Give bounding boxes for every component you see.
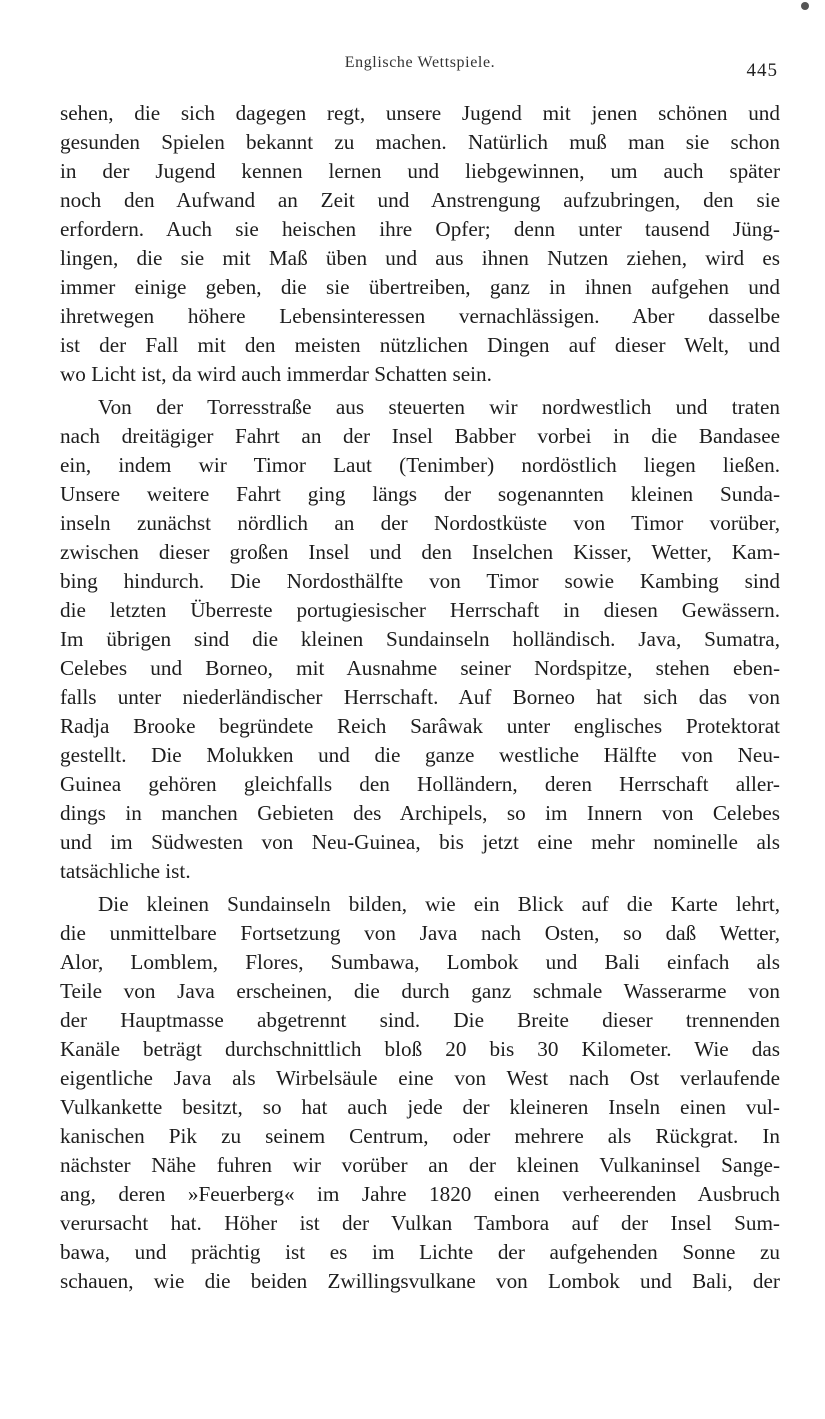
text-line: nach dreitägiger Fahrt an der Insel Babber vorbei in die Bandasee [60,424,780,448]
text-line: nächster Nähe fuhren wir vorüber an der kleinen Vulkaninsel Sange- [60,1153,780,1177]
text-line: schauen, wie die beiden Zwillingsvulkane von Lombok und Bali, der [60,1269,780,1293]
page-number: 445 [746,60,778,81]
text-line: ihretwegen höhere Lebensinteressen vernachlässigen. Aber dasselbe [60,304,780,328]
running-title: Englische Wettspiele. [344,54,496,71]
text-line: in der Jugend kennen lernen und liebgewinnen, um auch später [60,159,780,183]
text-line: lingen, die sie mit Maß üben und aus ihnen Nutzen ziehen, wird es [60,246,780,270]
text-line: Celebes und Borneo, mit Ausnahme seiner Nordspitze, stehen eben- [60,656,780,680]
text-line: die unmittelbare Fortsetzung von Java nach Osten, so daß Wetter, [60,921,780,945]
text-line: wo Licht ist, da wird auch immerdar Schatten sein. [60,362,492,386]
text-line: immer einige geben, die sie übertreiben, ganz in ihnen aufgehen und [60,275,780,299]
text-line: und im Südwesten von Neu-Guinea, bis jetzt eine mehr nominelle als [60,830,780,854]
text-line: kanischen Pik zu seinem Centrum, oder mehrere als Rückgrat. In [60,1124,780,1148]
text-line: erfordern. Auch sie heischen ihre Opfer; denn unter tausend Jüng- [60,217,780,241]
scan-speck [801,2,809,10]
text-line: die letzten Überreste portugiesischer Herrschaft in diesen Gewässern. [60,598,780,622]
text-line: Alor, Lomblem, Flores, Sumbawa, Lombok und Bali einfach als [60,950,780,974]
page-header [60,50,780,90]
text-line: inseln zunächst nördlich an der Nordostküste von Timor vorüber, [60,511,780,535]
text-line: dings in manchen Gebieten des Archipels, so im Innern von Celebes [60,801,780,825]
text-line: der Hauptmasse abgetrennt sind. Die Breite dieser trennenden [60,1008,780,1032]
text-line: ang, deren »Feuerberg« im Jahre 1820 einen verheerenden Ausbruch [60,1182,780,1206]
text-line: falls unter niederländischer Herrschaft. Auf Borneo hat sich das von [60,685,780,709]
body-text [60,99,780,1296]
paragraph [60,99,780,389]
text-line: Teile von Java erscheinen, die durch ganz schmale Wasserarme von [60,979,780,1003]
text-line: tatsächliche ist. [60,859,191,883]
text-line: Kanäle beträgt durchschnittlich bloß 20 bis 30 Kilometer. Wie das [60,1037,780,1061]
text-line: ein, indem wir Timor Laut (Tenimber) nordöstlich liegen ließen. [60,453,780,477]
paragraph [60,393,780,886]
text-line: bawa, und prächtig ist es im Lichte der aufgehenden Sonne zu [60,1240,780,1264]
text-line: Im übrigen sind die kleinen Sundainseln holländisch. Java, Sumatra, [60,627,780,651]
text-line: gestellt. Die Molukken und die ganze westliche Hälfte von Neu- [60,743,780,767]
text-line: Radja Brooke begründete Reich Sarâwak unter englisches Protektorat [60,714,780,738]
text-line: bing hindurch. Die Nordosthälfte von Timor sowie Kambing sind [60,569,780,593]
paragraph [60,890,780,1296]
text-line: noch den Aufwand an Zeit und Anstrengung aufzubringen, den sie [60,188,780,212]
text-line: ist der Fall mit den meisten nützlichen Dingen auf dieser Welt, und [60,333,780,357]
text-line: eigentliche Java als Wirbelsäule eine von West nach Ost verlaufende [60,1066,780,1090]
text-line: Vulkankette besitzt, so hat auch jede der kleineren Inseln einen vul- [60,1095,780,1119]
text-line: Unsere weitere Fahrt ging längs der sogenannten kleinen Sunda- [60,482,780,506]
text-line: gesunden Spielen bekannt zu machen. Natürlich muß man sie schon [60,130,780,154]
text-line: Die kleinen Sundainseln bilden, wie ein Blick auf die Karte lehrt, [98,892,780,916]
text-line: Von der Torresstraße aus steuerten wir nordwestlich und traten [98,395,780,419]
text-line: verursacht hat. Höher ist der Vulkan Tambora auf der Insel Sum- [60,1211,780,1235]
text-line: zwischen dieser großen Insel und den Inselchen Kisser, Wetter, Kam- [60,540,780,564]
text-line: Guinea gehören gleichfalls den Holländern, deren Herrschaft aller- [60,772,780,796]
text-line: sehen, die sich dagegen regt, unsere Jugend mit jenen schönen und [60,101,780,125]
